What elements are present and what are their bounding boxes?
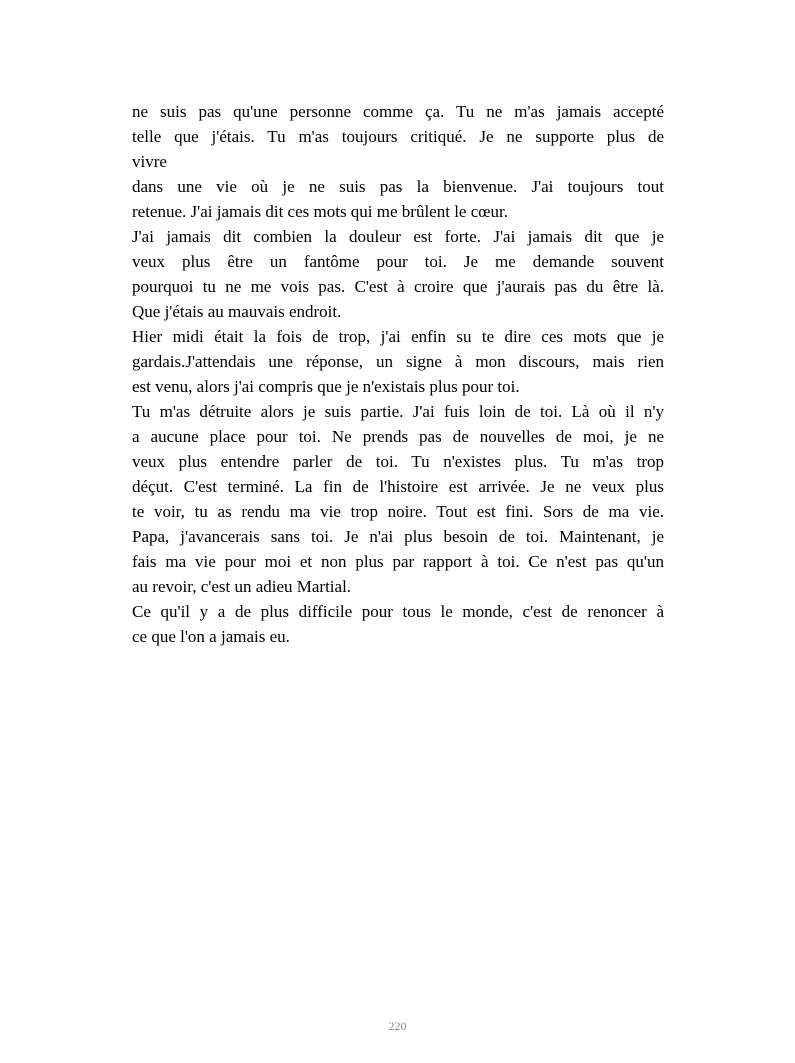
text-line: telle que j'étais. Tu m'as toujours critiqué. Je ne supporte plus de	[132, 127, 664, 146]
text-line: vivre	[132, 152, 167, 171]
text-line: Ce qu'il y a de plus difficile pour tous le monde, c'est de renoncer à	[132, 602, 664, 621]
text-line: ne suis pas qu'une personne comme ça. Tu ne m'as jamais accepté	[132, 102, 664, 121]
text-line: te voir, tu as rendu ma vie trop noire. Tout est fini. Sors de ma vie.	[132, 502, 664, 521]
text-line: dans une vie où je ne suis pas la bienvenue. J'ai toujours tout	[132, 177, 664, 196]
text-line: retenue. J'ai jamais dit ces mots qui me brûlent le cœur.	[132, 202, 509, 221]
text-line: J'ai jamais dit combien la douleur est forte. J'ai jamais dit que je	[132, 227, 664, 246]
text-line: ce que l'on a jamais eu.	[132, 627, 290, 646]
text-line: Tu m'as détruite alors je suis partie. J'ai fuis loin de toi. Là où il n'y	[132, 402, 664, 421]
text-line: gardais.J'attendais une réponse, un signe à mon discours, mais rien	[132, 352, 664, 371]
page-number: 220	[388, 1019, 407, 1033]
text-line: veux plus entendre parler de toi. Tu n'existes plus. Tu m'as trop	[132, 452, 664, 471]
text-line: au revoir, c'est un adieu Martial.	[132, 577, 352, 596]
text-line: Papa, j'avancerais sans toi. Je n'ai plus besoin de toi. Maintenant, je	[132, 527, 664, 546]
text-line: fais ma vie pour moi et non plus par rapport à toi. Ce n'est pas qu'un	[132, 552, 664, 571]
text-line: pourquoi tu ne me vois pas. C'est à croire que j'aurais pas du être là.	[132, 277, 664, 296]
text-line: est venu, alors j'ai compris que je n'existais plus pour toi.	[132, 377, 520, 396]
body-text	[132, 99, 664, 649]
text-line: a aucune place pour toi. Ne prends pas de nouvelles de moi, je ne	[132, 427, 664, 446]
text-line: Hier midi était la fois de trop, j'ai enfin su te dire ces mots que je	[132, 327, 664, 346]
text-line: déçut. C'est terminé. La fin de l'histoire est arrivée. Je ne veux plus	[132, 477, 664, 496]
text-line: Que j'étais au mauvais endroit.	[132, 302, 342, 321]
text-line: veux plus être un fantôme pour toi. Je me demande souvent	[132, 252, 664, 271]
